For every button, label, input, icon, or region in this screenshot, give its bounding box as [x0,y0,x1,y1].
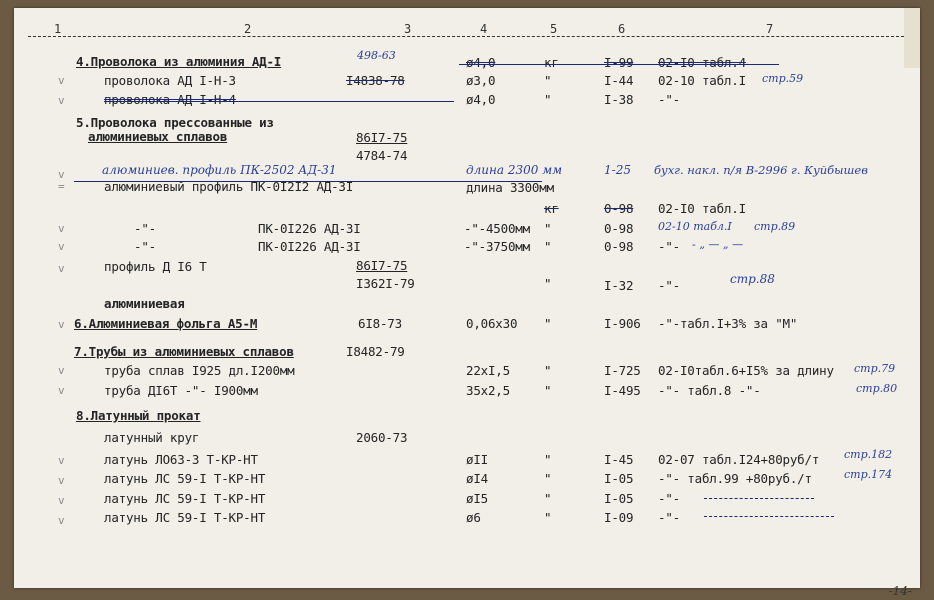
handwritten-reference: 02-10 табл.I [658,220,732,233]
cell-unit: кг [544,55,559,70]
handwritten-dash [704,516,834,517]
handwritten-note: стр.89 [754,220,796,233]
item-name: латунный круг [104,430,200,445]
item-name: проволока АД I-Н-3 [104,73,236,88]
cell-standard: I8482-79 [346,344,405,359]
cell-standard-alt: 4784-74 [356,148,408,163]
cell-standard: 86I7-75 [356,130,408,145]
cell-reference: -"-табл.I+3% за "М" [658,316,798,331]
handwritten-note: стр.80 [856,382,898,395]
cell-unit: " [544,73,552,88]
cell-size: длина 3300мм [466,180,554,195]
cell-unit: " [544,316,552,331]
cell-price: 0-98 [604,239,634,254]
cell-standard-alt: I362I-79 [356,276,415,291]
section-title: 6.Алюминиевая фольга А5-М [74,316,258,331]
item-name: ПК-0I226 АД-3I [258,221,361,236]
cell-price: I-32 [604,278,634,293]
cell-standard: 2060-73 [356,430,408,445]
cell-unit: " [544,276,552,291]
cell-price: 0-98 [604,201,634,216]
cell-size: 22хI,5 [466,363,510,378]
item-name: проволока АД I-Н-4 [104,92,236,107]
handwritten-ditto-marks: - „ — „ — [692,238,744,251]
section-title: 5.Проволока прессованные из [76,115,274,130]
handwritten-note: стр.79 [854,362,896,375]
item-name: алюминиевая [104,296,185,311]
col-header-7: 7 [766,22,774,36]
strike-line [459,64,779,65]
cell-reference: -"- [658,92,680,107]
cell-reference: 02-I0табл.6+I5% за длину [658,363,834,378]
section-title-line2: алюминиевых сплавов [88,129,228,144]
page-number: -14- [888,584,912,598]
col-header-4: 4 [480,22,488,36]
cell-price: I-05 [604,491,634,506]
cell-size: ø6 [466,510,481,525]
cell-unit: " [544,452,552,467]
item-name: латунь ЛС 59-I Т-КР-НТ [104,510,266,525]
cell-size: 35х2,5 [466,383,510,398]
col-header-3: 3 [404,22,412,36]
section-title: 7.Трубы из алюминиевых сплавов [74,344,294,359]
handwritten-reference: бухг. накл. п/я В-2996 г. Куйбышев [654,163,868,177]
cell-reference: -"- [658,510,680,525]
cell-unit: " [544,92,552,107]
item-name: труба сплав I925 дл.I200мм [104,363,295,378]
cell-price: 0-98 [604,221,634,236]
item-name: ПК-0I226 АД-3I [258,239,361,254]
col-header-5: 5 [550,22,558,36]
handwritten-item: алюминиев. профиль ПК-2502 АД-31 [102,163,337,177]
section-title: 8.Латунный прокат [76,408,201,423]
cell-size: -"-4500мм [464,221,530,236]
document-sheet: 1 2 3 4 5 6 7 4.Проволока из алюминия АД-I 498-63 ø4,0 кг I-99 02-I0 табл.4 v проволока АД I-Н-3 I4838-78 ø3,0 " I-44 02-10 табл.I стр.59 v проволока АД I-Н-4 ø4,0 " I-38 -"- 5.Проволока прессованные из алюминиевых сплавов 86I7-75 4784-74 v алюминиев. профиль ПК-2502 АД-31 длина 2300 мм 1-25 бухг. накл. п/я В-2996 г. Куйбышев = алюминиевый профиль ПК-0I2I2 АД-3I длина 3300мм кг 0-98 02-I0 табл.I v -"- ПК-0I226 АД-3I -"-4500мм " 0-98 02-10 табл.I стр.89 v -"- ПК-0I226 АД-3I -"-3750мм " 0-98 -"- - „ — „ — v профиль Д I6 Т 86I7-75 I362I-79 " I-32 -"- стр.88 алюминиевая v 6.Алюминиевая фольга А5-М 6I8-73 0,06х30 " I-906 -"-табл.I+3% за "М" 7.Трубы из алюминиевых сплавов I8482-79 v труба сплав I925 дл.I200мм 22хI,5 " I-725 02-I0табл.6+I5% за длину стр.79 v труба ДI6Т -"- I900мм 35х2,5 " I-495 -"- табл.8 -"- стр.80 8.Латунный прокат латунный круг 2060-73 v латунь ЛО63-3 Т-КР-НТ øII " I-45 02-07 табл.I24+80руб/т стр.182 v латунь ЛС 59-I Т-КР-НТ øI4 " I-05 -"- табл.99 +80руб./т стр.174 v латунь ЛС 59-I Т-КР-НТ øI5 " I-05 -"- v латунь ЛС 59-I Т-КР-НТ ø6 " I-09 -"- [14,8,920,588]
cell-price: I-09 [604,510,634,525]
cell-size: 0,06х30 [466,316,518,331]
col-header-6: 6 [618,22,626,36]
col-header-1: 1 [54,22,62,36]
item-name: латунь ЛС 59-I Т-КР-НТ [104,491,266,506]
cell-price: I-44 [604,73,634,88]
cell-unit: " [544,510,552,525]
cell-reference: 02-10 табл.I [658,73,746,88]
strike-line [104,101,454,102]
col-header-2: 2 [244,22,252,36]
cell-unit: " [544,491,552,506]
handwritten-note: стр.174 [844,468,893,481]
cell-reference: -"- [658,239,680,254]
cell-standard: 6I8-73 [358,316,402,331]
item-ditto: -"- [134,221,156,236]
cell-unit: " [544,221,552,236]
cell-size: øII [466,452,488,467]
cell-standard: I4838-78 [346,73,405,88]
handwritten-note: стр.182 [844,448,893,461]
cell-size: ø3,0 [466,73,496,88]
cell-price: I-725 [604,363,641,378]
cell-price: I-45 [604,452,634,467]
cell-price: I-38 [604,92,634,107]
handwritten-note: 498-63 [357,49,396,62]
handwritten-note: стр.59 [762,72,804,85]
cell-reference: -"- табл.8 -"- [658,383,761,398]
handwritten-price: 1-25 [604,163,631,177]
cell-price: I-99 [604,55,634,70]
item-name: профиль Д I6 Т [104,259,207,274]
cell-unit: " [544,383,552,398]
item-name: алюминиевый профиль ПК-0I2I2 АД-3I [104,179,354,194]
handwritten-size: длина 2300 мм [466,163,563,177]
cell-reference: 02-I0 табл.I [658,201,746,216]
item-ditto: -"- [134,239,156,254]
cell-price: I-05 [604,471,634,486]
cell-reference: -"- табл.99 +80руб./т [658,471,812,486]
cell-size: -"-3750мм [464,239,530,254]
cell-price: I-906 [604,316,641,331]
strike-line [74,181,542,182]
cell-reference: 02-I0 табл.4 [658,55,746,70]
cell-size: øI5 [466,491,488,506]
handwritten-dash [704,498,814,499]
cell-reference: -"- [658,491,680,506]
binder-tab [904,8,920,68]
item-name: латунь ЛО63-3 Т-КР-НТ [104,452,258,467]
handwritten-note: стр.88 [730,272,775,286]
header-divider [28,36,904,37]
cell-unit: " [544,239,552,254]
item-name: труба ДI6Т -"- I900мм [104,383,258,398]
section-title: 4.Проволока из алюминия АД-I [76,54,282,69]
cell-size: ø4,0 [466,92,496,107]
cell-size: øI4 [466,471,488,486]
cell-unit: " [544,363,552,378]
cell-size: ø4,0 [466,55,496,70]
cell-reference: 02-07 табл.I24+80руб/т [658,452,820,467]
cell-unit: " [544,471,552,486]
cell-reference: -"- [658,278,680,293]
item-name: латунь ЛС 59-I Т-КР-НТ [104,471,266,486]
cell-price: I-495 [604,383,641,398]
cell-unit: кг [544,201,559,216]
cell-standard: 86I7-75 [356,258,408,273]
